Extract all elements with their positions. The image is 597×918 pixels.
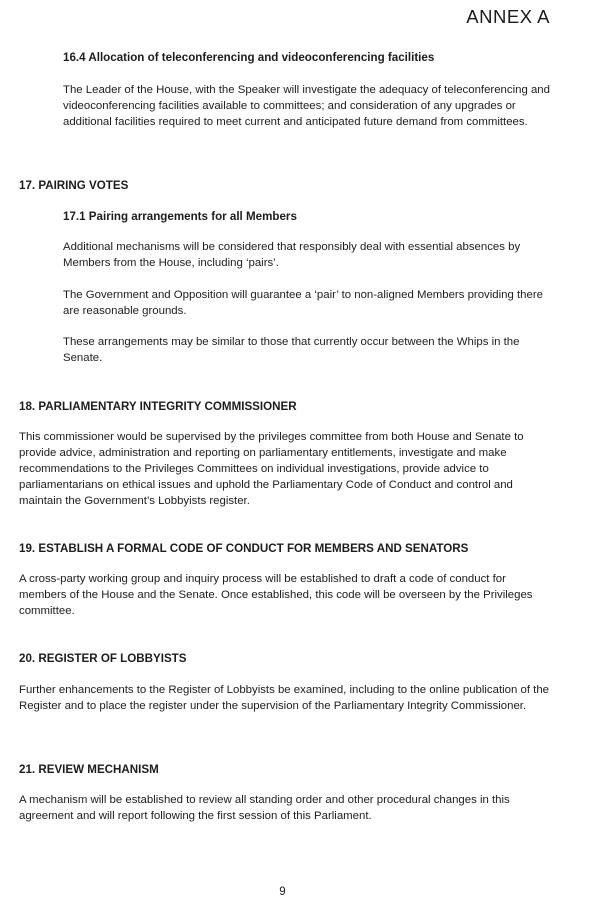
section-21-heading: 21. REVIEW MECHANISM — [19, 763, 159, 776]
section-18-body: This commissioner would be supervised by the privileges committee from both House and Senate to provide advice, administration and reporting on parliamentary entitlements, investigate and make recommendations to the Privileges Committees on individual investigations, provide advice to parliamentarians on ethical issues and uphold the Parliamentary Code of Conduct and control and maintain the Government’s Lobbyists register. — [19, 431, 524, 507]
section-18-heading: 18. PARLIAMENTARY INTEGRITY COMMISSIONER — [19, 400, 297, 413]
section-16-4-heading: 16.4 Allocation of teleconferencing and videoconferencing facilities — [63, 51, 435, 64]
section-16-4-body: The Leader of the House, with the Speaker will investigate the adequacy of teleconferencing and videoconferencing facilities available to committees; and consideration of any upgrades or additional facilities required to meet current and anticipated future demand from committees. — [63, 84, 550, 128]
section-17-1-paragraph-2: The Government and Opposition will guarantee a ‘pair’ to non-aligned Members providing there are reasonable grounds. — [63, 289, 543, 317]
section-20-heading: 20. REGISTER OF LOBBYISTS — [19, 652, 187, 665]
section-17-1-paragraph-1: Additional mechanisms will be considered that responsibly deal with essential absences by Members from the House, including ‘pairs’. — [63, 241, 521, 269]
section-21-body: A mechanism will be established to review all standing order and other procedural changes in this agreement and will report following the first session of this Parliament. — [19, 794, 510, 822]
page-number: 9 — [279, 886, 286, 898]
annex-label: ANNEX A — [466, 6, 550, 27]
section-19-body: A cross-party working group and inquiry process will be established to draft a code of conduct for members of the House and the Senate. Once established, this code will be overseen by the Privileges committee. — [19, 573, 533, 617]
section-17-1-heading: 17.1 Pairing arrangements for all Members — [63, 210, 297, 223]
section-17-1-paragraph-3: These arrangements may be similar to those that currently occur between the Whips in the Senate. — [63, 336, 520, 364]
section-19-heading: 19. ESTABLISH A FORMAL CODE OF CONDUCT FOR MEMBERS AND SENATORS — [19, 542, 469, 555]
section-20-body: Further enhancements to the Register of Lobbyists be examined, including to the online publication of the Register and to place the register under the supervision of the Parliamentary Integrity Commissioner. — [19, 684, 549, 712]
section-17-heading: 17. PAIRING VOTES — [19, 179, 129, 192]
